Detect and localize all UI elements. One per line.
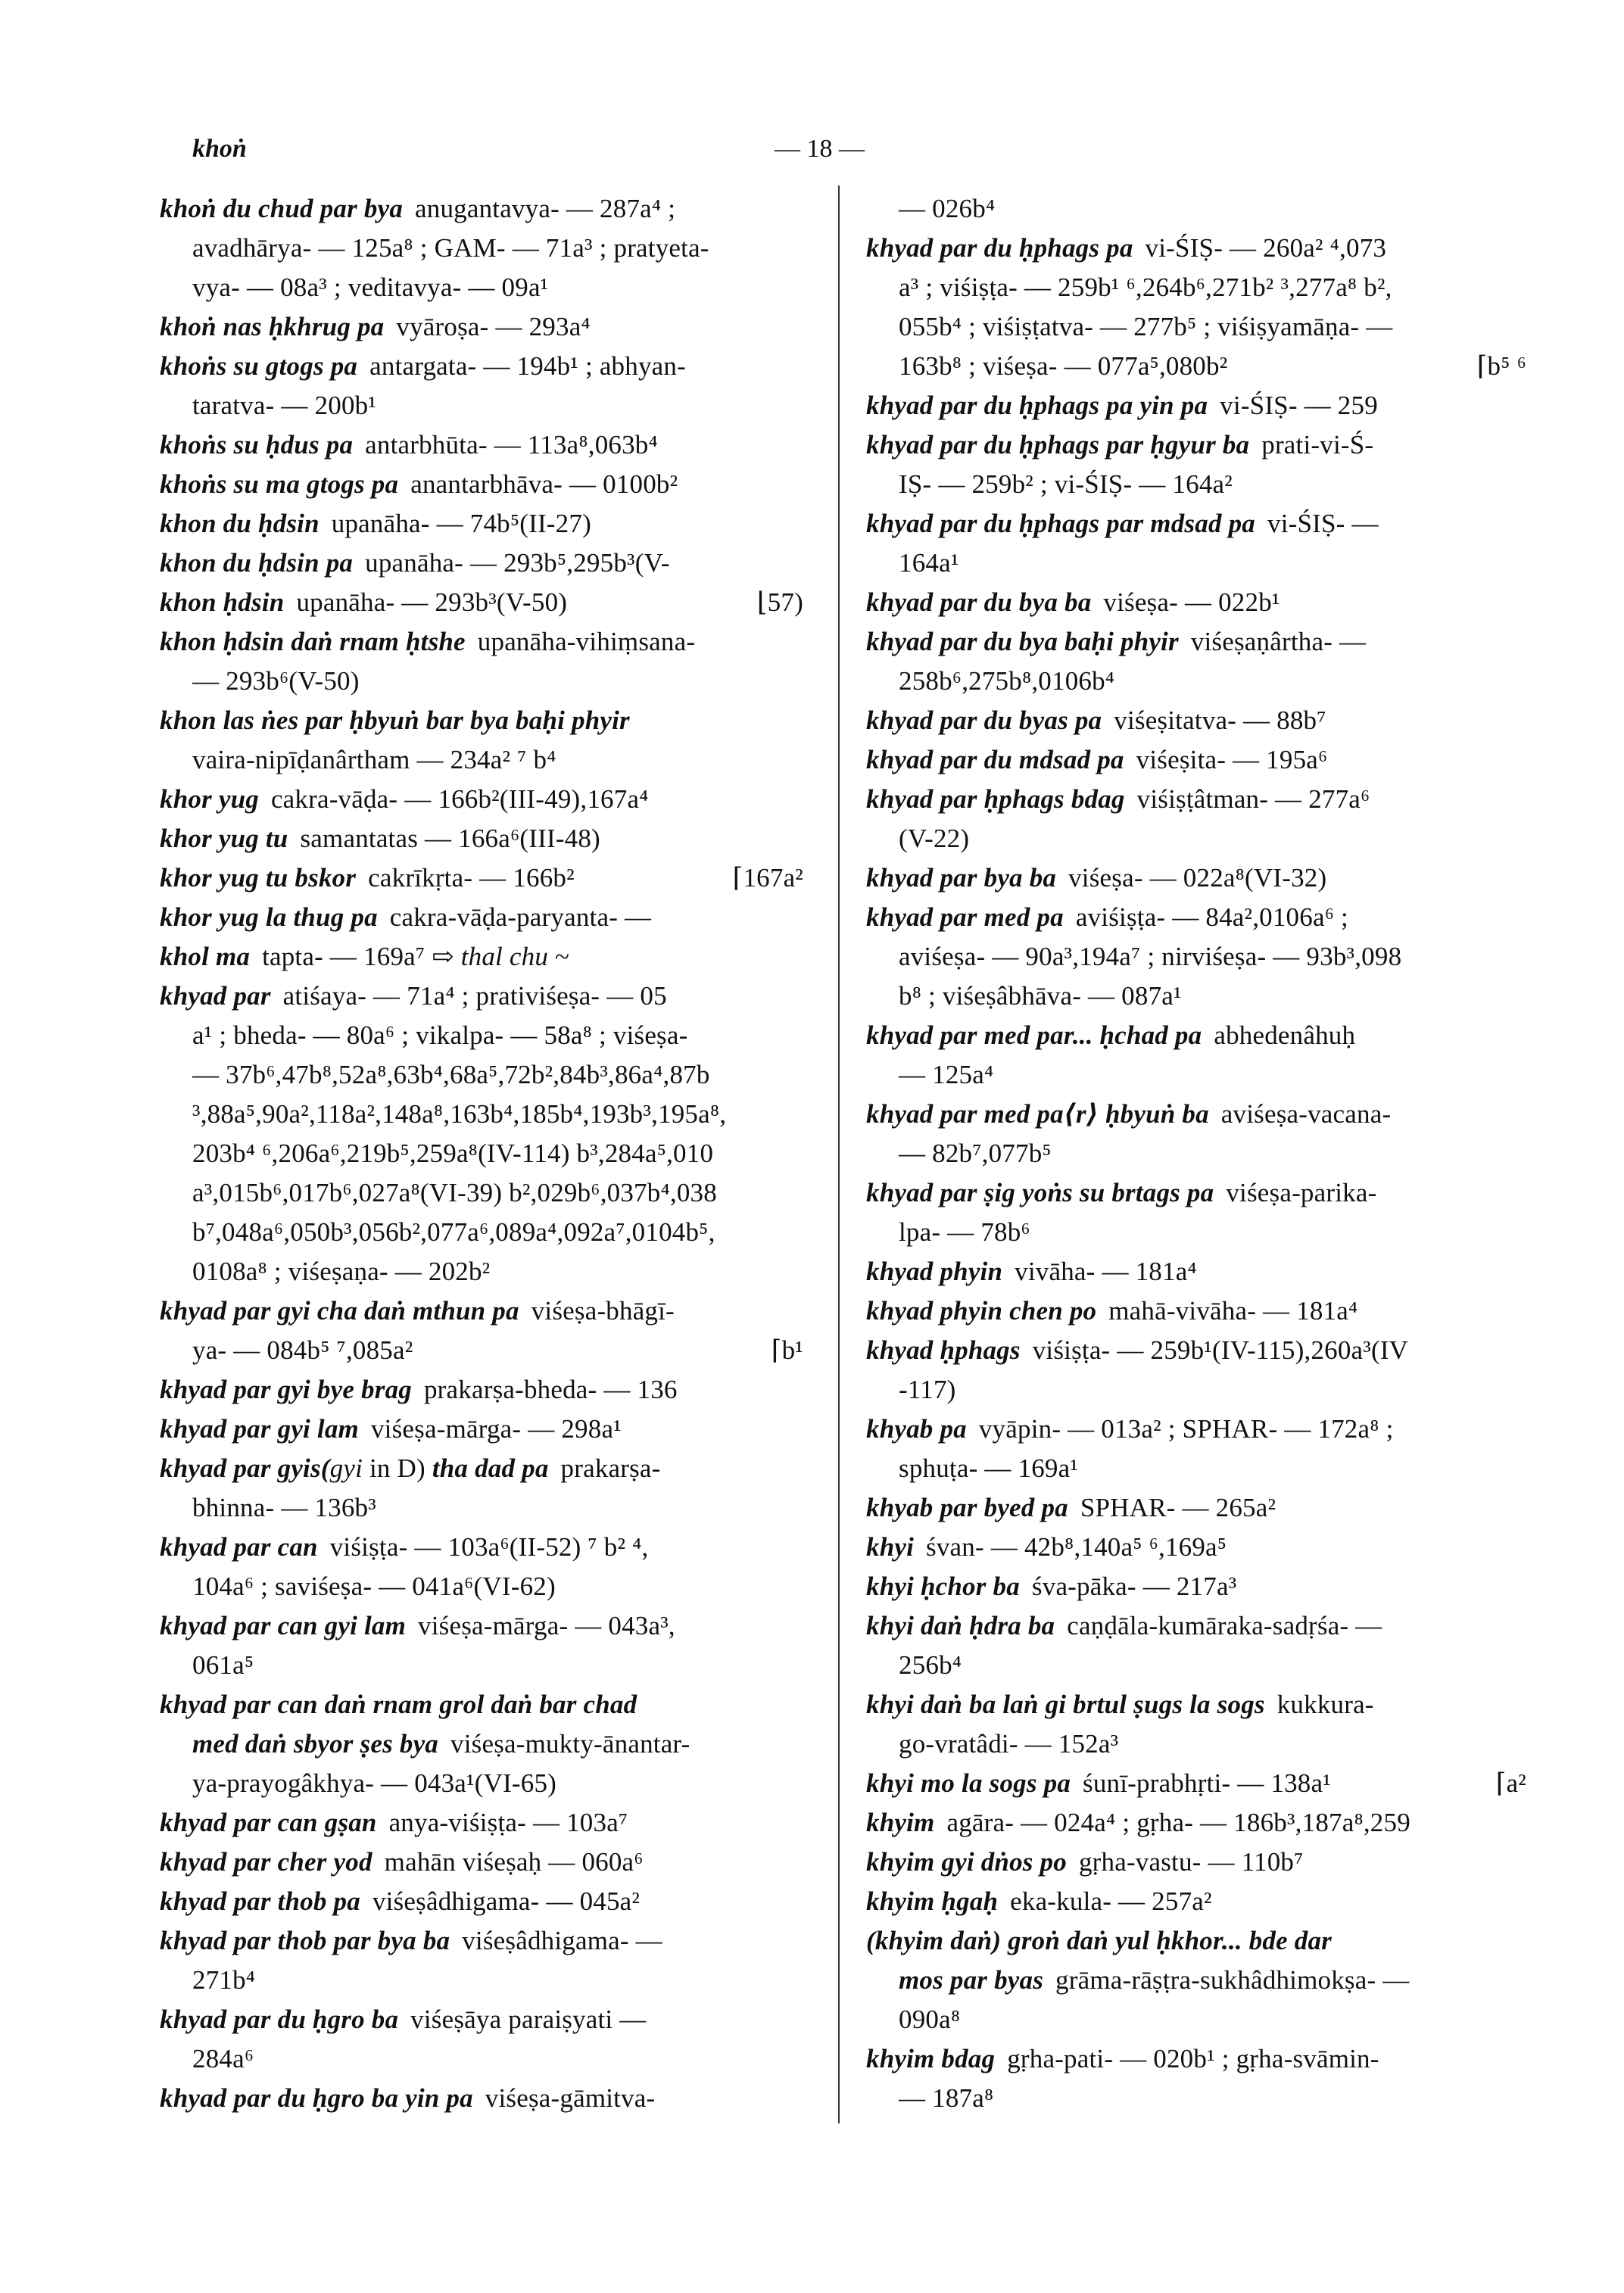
dictionary-entry-line — [160, 1843, 803, 1882]
cross-reference: thal chu — [460, 942, 549, 971]
entry-definition: prakarṣa-bheda- — 136 — [423, 1375, 678, 1404]
entry-continuation-line — [160, 1724, 803, 1764]
entry-continuation-line — [866, 937, 1526, 977]
entry-headword: khyad par du ḥphags pa — [866, 233, 1133, 263]
entry-definition: b⁷,048a⁶,050b³,056b²,077a⁶,089a⁴,092a⁷,0104b⁵, — [192, 1217, 715, 1247]
entry-definition: abhedenâhuḥ — [1214, 1020, 1356, 1050]
entry-headword: khyad par bya ba — [866, 863, 1057, 893]
entry-continuation-line — [866, 977, 1526, 1016]
entry-headword: khyi — [866, 1532, 915, 1562]
entry-definition: 256b⁴ — [899, 1650, 962, 1680]
entry-headword: khoṅs su ma gtogs pa — [160, 469, 399, 499]
entry-headword: tha dad pa — [432, 1453, 549, 1483]
entry-definition: viśeṣita- — 195a⁶ — [1136, 745, 1328, 774]
entry-definition: b⁸ ; viśeṣâbhāva- — 087a¹ — [899, 981, 1182, 1011]
entry-definition: IṢ- — 259b² ; vi-ŚIṢ- — 164a² — [899, 469, 1233, 499]
entry-continuation-line — [866, 2000, 1526, 2039]
entry-headword: khor yug — [160, 784, 259, 814]
entry-continuation-line — [866, 2079, 1526, 2118]
dictionary-entry-line — [160, 937, 803, 977]
entry-definition: 203b⁴ ⁶,206a⁶,219b⁵,259a⁸(IV-114) b³,284a⁵,010 — [192, 1139, 714, 1168]
margin-continuation-note: ⌈a² — [1495, 1768, 1526, 1798]
entry-continuation-line — [160, 1055, 803, 1095]
margin-continuation-note: ⌈b⁵ ⁶ — [1476, 351, 1526, 381]
entry-definition: vivāha- — 181a⁴ — [1015, 1257, 1197, 1286]
entry-definition: agāra- — 024a⁴ ; gṛha- — 186b³,187a⁸,259 — [946, 1808, 1410, 1837]
entry-definition: a¹ ; bheda- — 80a⁶ ; vikalpa- — 58a⁸ ; viśeṣa- — [192, 1020, 688, 1050]
entry-definition: anugantavya- — 287a⁴ ; — [415, 194, 676, 223]
entry-definition: 284a⁶ — [192, 2044, 254, 2073]
entry-definition: go-vratâdi- — 152a³ — [899, 1729, 1119, 1759]
entry-continuation-line — [866, 465, 1526, 504]
dictionary-entry-line — [866, 1291, 1526, 1331]
dictionary-entry-line — [160, 425, 803, 465]
dictionary-entry-line — [866, 1764, 1526, 1803]
entry-definition: viśiṣṭa- — 103a⁶(II-52) ⁷ b² ⁴, — [329, 1532, 649, 1562]
entry-definition: (V-22) — [899, 824, 970, 853]
entry-definition: 0108a⁸ ; viśeṣaṇa- — 202b² — [192, 1257, 491, 1286]
entry-continuation-line — [866, 544, 1526, 583]
entry-headword: khyad ḥphags — [866, 1335, 1021, 1365]
entry-definition: atiśaya- — 71a⁴ ; prativiśeṣa- — 05 — [282, 981, 667, 1011]
dictionary-entry-line — [160, 583, 803, 622]
entry-continuation-line — [160, 2039, 803, 2079]
entry-continuation-line — [866, 1724, 1526, 1764]
dictionary-entry-line — [160, 1410, 803, 1449]
entry-continuation-line — [866, 662, 1526, 701]
dictionary-entry-line — [160, 622, 803, 662]
entry-definition: viśeṣitatva- — 88b⁷ — [1114, 706, 1326, 735]
margin-continuation-note: ⌈167a² — [732, 863, 803, 893]
entry-headword: khyad par du bya ba — [866, 587, 1092, 617]
dictionary-entry-line — [160, 2000, 803, 2039]
dictionary-entry-line — [160, 1921, 803, 1961]
entry-definition: 055b⁴ ; viśiṣṭatva- — 277b⁵ ; viśiṣyamāṇa- — — [899, 312, 1393, 341]
entry-definition: SPHAR- — 265a² — [1080, 1493, 1276, 1522]
entry-headword: khyad par — [160, 981, 271, 1011]
entry-headword: khon ḥdsin — [160, 587, 285, 617]
dictionary-entry-line — [866, 1843, 1526, 1882]
entry-continuation-line — [160, 1252, 803, 1291]
entry-definition: vi-ŚIṢ- — 260a² ⁴,073 — [1145, 233, 1387, 263]
entry-definition: prakarṣa- — [560, 1453, 661, 1483]
entry-definition: kukkura- — [1276, 1690, 1374, 1719]
entry-definition: viśeṣa-mārga- — 298a¹ — [370, 1414, 622, 1444]
entry-definition: taratva- — 200b¹ — [192, 391, 377, 420]
entry-headword: khyad par can gyi lam — [160, 1611, 407, 1640]
dictionary-entry-line — [866, 386, 1526, 425]
entry-definition: vi-ŚIṢ- — 259 — [1220, 391, 1378, 420]
entry-definition: 090a⁸ — [899, 2005, 961, 2034]
entry-continuation-line — [160, 1134, 803, 1173]
dictionary-entry-line — [866, 1803, 1526, 1843]
right-column — [866, 189, 1526, 2118]
dictionary-entry-line — [866, 1882, 1526, 1921]
entry-continuation-line — [160, 1488, 803, 1528]
dictionary-entry-line — [160, 1882, 803, 1921]
left-column — [160, 189, 803, 2118]
entry-definition: mahā-vivāha- — 181a⁴ — [1108, 1296, 1358, 1326]
entry-definition: lpa- — 78b⁶ — [899, 1217, 1030, 1247]
dictionary-entry-line — [866, 1528, 1526, 1567]
entry-headword: khyad par du bya baḥi phyir — [866, 627, 1179, 656]
dictionary-entry-line — [866, 1685, 1526, 1724]
dictionary-entry-line — [866, 622, 1526, 662]
entry-headword: khyad phyin — [866, 1257, 1003, 1286]
entry-headword: khyad par du mdsad pa — [866, 745, 1124, 774]
entry-definition: aviśiṣṭa- — 84a²,0106a⁶ ; — [1075, 902, 1348, 932]
entry-headword: khyab par byed pa — [866, 1493, 1068, 1522]
column-divider — [838, 185, 840, 2123]
entry-headword: khyad par can gṣan — [160, 1808, 377, 1837]
entry-continuation-line — [866, 1055, 1526, 1095]
entry-definition: viśeṣa-parika- — [1226, 1178, 1377, 1207]
entry-definition: gṛha-vastu- — 110b⁷ — [1078, 1847, 1304, 1877]
entry-definition: cakra-vāḍa-paryanta- — — [389, 902, 652, 932]
dictionary-entry-line — [866, 1410, 1526, 1449]
entry-definition: -117) — [899, 1375, 956, 1404]
entry-definition: ~ — [548, 942, 570, 971]
dictionary-entry-line — [160, 1528, 803, 1567]
entry-definition: viśeṣāya paraiṣyati — — [410, 2005, 647, 2034]
dictionary-entry-line — [160, 1803, 803, 1843]
entry-definition: 104a⁶ ; saviśeṣa- — 041a⁶(VI-62) — [192, 1572, 556, 1601]
entry-definition: caṇḍāla-kumāraka-sadṛśa- — — [1067, 1611, 1382, 1640]
entry-continuation-line — [866, 268, 1526, 307]
dictionary-entry-line — [160, 465, 803, 504]
entry-definition: — 026b⁴ — [899, 194, 996, 223]
entry-definition: a³,015b⁶,017b⁶,027a⁸(VI-39) b²,029b⁶,037b⁴,038 — [192, 1178, 717, 1207]
dictionary-entry-line — [160, 307, 803, 347]
entry-continuation-line — [160, 1095, 803, 1134]
entry-continuation-line — [160, 1567, 803, 1606]
dictionary-entry-line — [866, 504, 1526, 544]
entry-definition: anya-viśiṣṭa- — 103a⁷ — [388, 1808, 628, 1837]
entry-continuation-line — [160, 1173, 803, 1213]
entry-definition: gṛha-pati- — 020b¹ ; gṛha-svāmin- — [1007, 2044, 1379, 2073]
entry-headword: khyi daṅ ba laṅ gi brtul ṣugs la sogs — [866, 1690, 1265, 1719]
dictionary-entry-line — [866, 425, 1526, 465]
entry-continuation-line — [866, 1646, 1526, 1685]
entry-definition: viśeṣâdhigama- — — [462, 1926, 662, 1955]
entry-definition: viśeṣa-mukty-ānantar- — [450, 1729, 690, 1759]
entry-headword: khyad par du byas pa — [866, 706, 1102, 735]
entry-headword: khyad par can daṅ rnam grol daṅ bar chad — [160, 1690, 637, 1719]
entry-headword: khyad par ḥphags bdag — [866, 784, 1125, 814]
entry-definition: ya- — 084b⁵ ⁷,085a² — [192, 1335, 413, 1365]
entry-headword: khyad par du ḥphags par mdsad pa — [866, 509, 1256, 538]
dictionary-entry-line — [866, 740, 1526, 780]
entry-definition: vi-ŚIṢ- — — [1267, 509, 1379, 538]
dictionary-entry-line — [866, 898, 1526, 937]
entry-definition: vaira-nipīḍanârtham — 234a² ⁷ b⁴ — [192, 745, 556, 774]
entry-headword: khyad par can — [160, 1532, 318, 1562]
dictionary-entry-line — [866, 1331, 1526, 1370]
dictionary-entry-line — [866, 780, 1526, 819]
entry-continuation-line — [866, 1370, 1526, 1410]
entry-definition: antargata- — 194b¹ ; abhyan- — [369, 351, 686, 381]
entry-definition: — 187a⁸ — [899, 2083, 994, 2113]
entry-headword: mos par byas — [899, 1965, 1044, 1995]
entry-definition: ya-prayogâkhya- — 043a¹(VI-65) — [192, 1768, 557, 1798]
entry-headword: khyim ḥgaḥ — [866, 1886, 999, 1916]
entry-headword: khor yug la thug pa — [160, 902, 378, 932]
entry-headword: (khyim daṅ) groṅ daṅ yul ḥkhor... bde dar — [866, 1926, 1332, 1955]
dictionary-entry-line — [160, 977, 803, 1016]
entry-definition: 258b⁶,275b⁸,0106b⁴ — [899, 666, 1115, 696]
entry-continuation-line — [160, 1331, 803, 1370]
entry-headword: khyad par thob par bya ba — [160, 1926, 450, 1955]
entry-definition: cakra-vāḍa- — 166b²(III-49),167a⁴ — [270, 784, 649, 814]
entry-definition: viśiṣṭâtman- — 277a⁶ — [1136, 784, 1370, 814]
entry-headword: khyad par med pa — [866, 902, 1064, 932]
entry-definition: a³ ; viśiṣṭa- — 259b¹ ⁶,264b⁶,271b² ³,277a⁸ b², — [899, 273, 1392, 302]
entry-headword: khor yug tu bskor — [160, 863, 357, 893]
entry-continuation-line — [160, 386, 803, 425]
entry-headword: khyad par gyi lam — [160, 1414, 359, 1444]
entry-continuation-line — [160, 1764, 803, 1803]
running-head: khoṅ — [192, 135, 247, 163]
dictionary-entry-line — [160, 858, 803, 898]
dictionary-entry-line — [160, 898, 803, 937]
entry-continuation-line — [160, 740, 803, 780]
entry-continuation-line — [866, 307, 1526, 347]
dictionary-entry-line — [866, 1606, 1526, 1646]
entry-continuation-line — [866, 347, 1526, 386]
entry-definition: 271b⁴ — [192, 1965, 256, 1995]
dictionary-entry-line — [866, 1252, 1526, 1291]
entry-continuation-line — [866, 1961, 1526, 2000]
entry-continuation-line — [160, 268, 803, 307]
dictionary-entry-line — [160, 780, 803, 819]
entry-headword: khyad par du ḥgro ba — [160, 2005, 399, 2034]
entry-definition: tapta- — 169a⁷ ⇨ — [262, 942, 461, 971]
entry-definition: vyāpin- — 013a² ; SPHAR- — 172a⁸ ; — [978, 1414, 1394, 1444]
entry-definition: in D) — [363, 1453, 432, 1483]
entry-headword: med daṅ sbyor ṣes bya — [192, 1729, 439, 1759]
entry-definition: upanāha- — 74b⁵(II-27) — [331, 509, 591, 538]
entry-definition: — 82b⁷,077b⁵ — [899, 1139, 1052, 1168]
dictionary-entry-line — [160, 504, 803, 544]
dictionary-entry-line — [160, 347, 803, 386]
entry-definition: cakrīkṛta- — 166b² — [368, 863, 575, 893]
cross-reference: gyi — [329, 1453, 363, 1483]
page-number: — 18 — — [775, 135, 865, 163]
entry-definition: avadhārya- — 125a⁸ ; GAM- — 71a³ ; pratyeta- — [192, 233, 709, 263]
entry-definition: upanāha- — 293b³(V-50) — [296, 587, 568, 617]
dictionary-entry-line — [160, 819, 803, 858]
entry-definition: bhinna- — 136b³ — [192, 1493, 376, 1522]
dictionary-entry-line — [160, 1449, 803, 1488]
entry-definition: śva-pāka- — 217a³ — [1031, 1572, 1237, 1601]
entry-continuation-line — [160, 1646, 803, 1685]
entry-definition: — 125a⁴ — [899, 1060, 994, 1089]
entry-continuation-line — [866, 1449, 1526, 1488]
dictionary-entry-line — [160, 1606, 803, 1646]
margin-continuation-note: ⌈b¹ — [771, 1335, 803, 1365]
entry-definition: antarbhūta- — 113a⁸,063b⁴ — [365, 430, 658, 460]
entry-definition: viśeṣa- — 022b¹ — [1103, 587, 1280, 617]
entry-continuation-line — [160, 1213, 803, 1252]
entry-continuation-line — [160, 229, 803, 268]
entry-definition: viśeṣaṇârtha- — — [1190, 627, 1367, 656]
dictionary-entry-line — [866, 583, 1526, 622]
dictionary-entry-line — [866, 2039, 1526, 2079]
entry-continuation-line — [866, 189, 1526, 229]
dictionary-entry-line — [160, 189, 803, 229]
entry-headword: khyad par cher yod — [160, 1847, 372, 1877]
entry-headword: khoṅs su gtogs pa — [160, 351, 358, 381]
entry-continuation-line — [160, 1961, 803, 2000]
entry-headword: khor yug tu — [160, 824, 288, 853]
entry-continuation-line — [866, 1134, 1526, 1173]
entry-definition: viśeṣa-bhāgī- — [531, 1296, 675, 1326]
dictionary-entry-line — [866, 1567, 1526, 1606]
dictionary-entry-line — [160, 1291, 803, 1331]
entry-headword: khyab pa — [866, 1414, 967, 1444]
entry-headword: khyim bdag — [866, 2044, 996, 2073]
entry-continuation-line — [866, 819, 1526, 858]
entry-definition: viśeṣâdhigama- — 045a² — [372, 1886, 641, 1916]
entry-definition: śvan- — 42b⁸,140a⁵ ⁶,169a⁵ — [926, 1532, 1227, 1562]
dictionary-entry-line — [160, 701, 803, 740]
dictionary-entry-line — [866, 858, 1526, 898]
entry-headword: khon las ṅes par ḥbyuṅ bar bya baḥi phyir — [160, 706, 630, 735]
entry-headword: khyi daṅ ḥdra ba — [866, 1611, 1055, 1640]
dictionary-entry-line — [866, 229, 1526, 268]
entry-definition: 163b⁸ ; viśeṣa- — 077a⁵,080b² — [899, 351, 1228, 381]
entry-definition: anantarbhāva- — 0100b² — [410, 469, 678, 499]
entry-definition: vya- — 08a³ ; veditavya- — 09a¹ — [192, 273, 549, 302]
entry-headword: khyad par du ḥphags par ḥgyur ba — [866, 430, 1250, 460]
entry-definition: upanāha-vihiṃsana- — [477, 627, 696, 656]
entry-definition: ³,88a⁵,90a²,118a²,148a⁸,163b⁴,185b⁴,193b³,195a⁸, — [192, 1099, 727, 1129]
entry-definition: — 37b⁶,47b⁸,52a⁸,63b⁴,68a⁵,72b²,84b³,86a⁴,87b — [192, 1060, 710, 1089]
entry-headword: khyad par gyi cha daṅ mthun pa — [160, 1296, 519, 1326]
dictionary-entry-line — [160, 1685, 803, 1724]
entry-headword: khyad phyin chen po — [866, 1296, 1097, 1326]
entry-headword: khoṅ nas ḥkhrug pa — [160, 312, 385, 341]
dictionary-entry-line — [160, 1370, 803, 1410]
entry-definition: aviśeṣa- — 90a³,194a⁷ ; nirviśeṣa- — 93b³,098 — [899, 942, 1402, 971]
entry-headword: khoṅs su ḥdus pa — [160, 430, 354, 460]
entry-headword: khon ḥdsin daṅ rnam ḥtshe — [160, 627, 466, 656]
entry-headword: khoṅ du chud par bya — [160, 194, 404, 223]
dictionary-entry-line — [160, 2079, 803, 2118]
entry-headword: khyi mo la sogs pa — [866, 1768, 1071, 1798]
dictionary-entry-line — [866, 1921, 1526, 1961]
entry-headword: khyi ḥchor ba — [866, 1572, 1020, 1601]
entry-definition: grāma-rāṣṭra-sukhâdhimokṣa- — — [1055, 1965, 1410, 1995]
dictionary-entry-line — [866, 1016, 1526, 1055]
entry-definition: upanāha- — 293b⁵,295b³(V- — [365, 548, 670, 578]
entry-definition: eka-kula- — 257a² — [1010, 1886, 1212, 1916]
entry-headword: khon du ḥdsin — [160, 509, 320, 538]
entry-definition: mahān viśeṣaḥ — 060a⁶ — [384, 1847, 644, 1877]
dictionary-entry-line — [160, 544, 803, 583]
entry-headword: khyim — [866, 1808, 935, 1837]
entry-definition: viśeṣa-gāmitva- — [485, 2083, 656, 2113]
dictionary-entry-line — [866, 1488, 1526, 1528]
entry-definition: 061a⁵ — [192, 1650, 254, 1680]
entry-definition: — 293b⁶(V-50) — [192, 666, 360, 696]
margin-continuation-note: ⌊57) — [756, 587, 803, 617]
entry-definition: vyāroṣa- — 293a⁴ — [396, 312, 591, 341]
entry-headword: khyim gyi dṅos po — [866, 1847, 1067, 1877]
entry-headword: khyad par ṣig yoṅs su brtags pa — [866, 1178, 1214, 1207]
entry-headword: khol ma — [160, 942, 251, 971]
entry-definition: śunī-prabhṛti- — 138a¹ — [1083, 1768, 1331, 1798]
entry-headword: khyad par med par... ḥchad pa — [866, 1020, 1202, 1050]
entry-continuation-line — [160, 662, 803, 701]
entry-definition: sphuṭa- — 169a¹ — [899, 1453, 1079, 1483]
dictionary-entry-line — [866, 1173, 1526, 1213]
entry-headword: khyad par med pa⟨r⟩ ḥbyuṅ ba — [866, 1099, 1209, 1129]
entry-continuation-line — [866, 1213, 1526, 1252]
entry-definition: viśeṣa-mārga- — 043a³, — [418, 1611, 675, 1640]
entry-headword: khyad par gyis( — [160, 1453, 330, 1483]
entry-headword: khon du ḥdsin pa — [160, 548, 354, 578]
entry-definition: prati-vi-Ś- — [1261, 430, 1374, 460]
entry-headword: khyad par du ḥgro ba yin pa — [160, 2083, 473, 2113]
entry-definition: viśeṣa- — 022a⁸(VI-32) — [1068, 863, 1327, 893]
dictionary-entry-line — [866, 701, 1526, 740]
entry-definition: samantatas — 166a⁶(III-48) — [300, 824, 600, 853]
dictionary-entry-line — [866, 1095, 1526, 1134]
entry-definition: aviśeṣa-vacana- — [1220, 1099, 1392, 1129]
entry-headword: khyad par gyi bye brag — [160, 1375, 412, 1404]
entry-headword: khyad par du ḥphags pa yin pa — [866, 391, 1208, 420]
entry-definition: viśiṣṭa- — 259b¹(IV-115),260a³(IV — [1032, 1335, 1409, 1365]
entry-headword: khyad par thob pa — [160, 1886, 360, 1916]
entry-definition: 164a¹ — [899, 548, 959, 578]
entry-continuation-line — [160, 1016, 803, 1055]
